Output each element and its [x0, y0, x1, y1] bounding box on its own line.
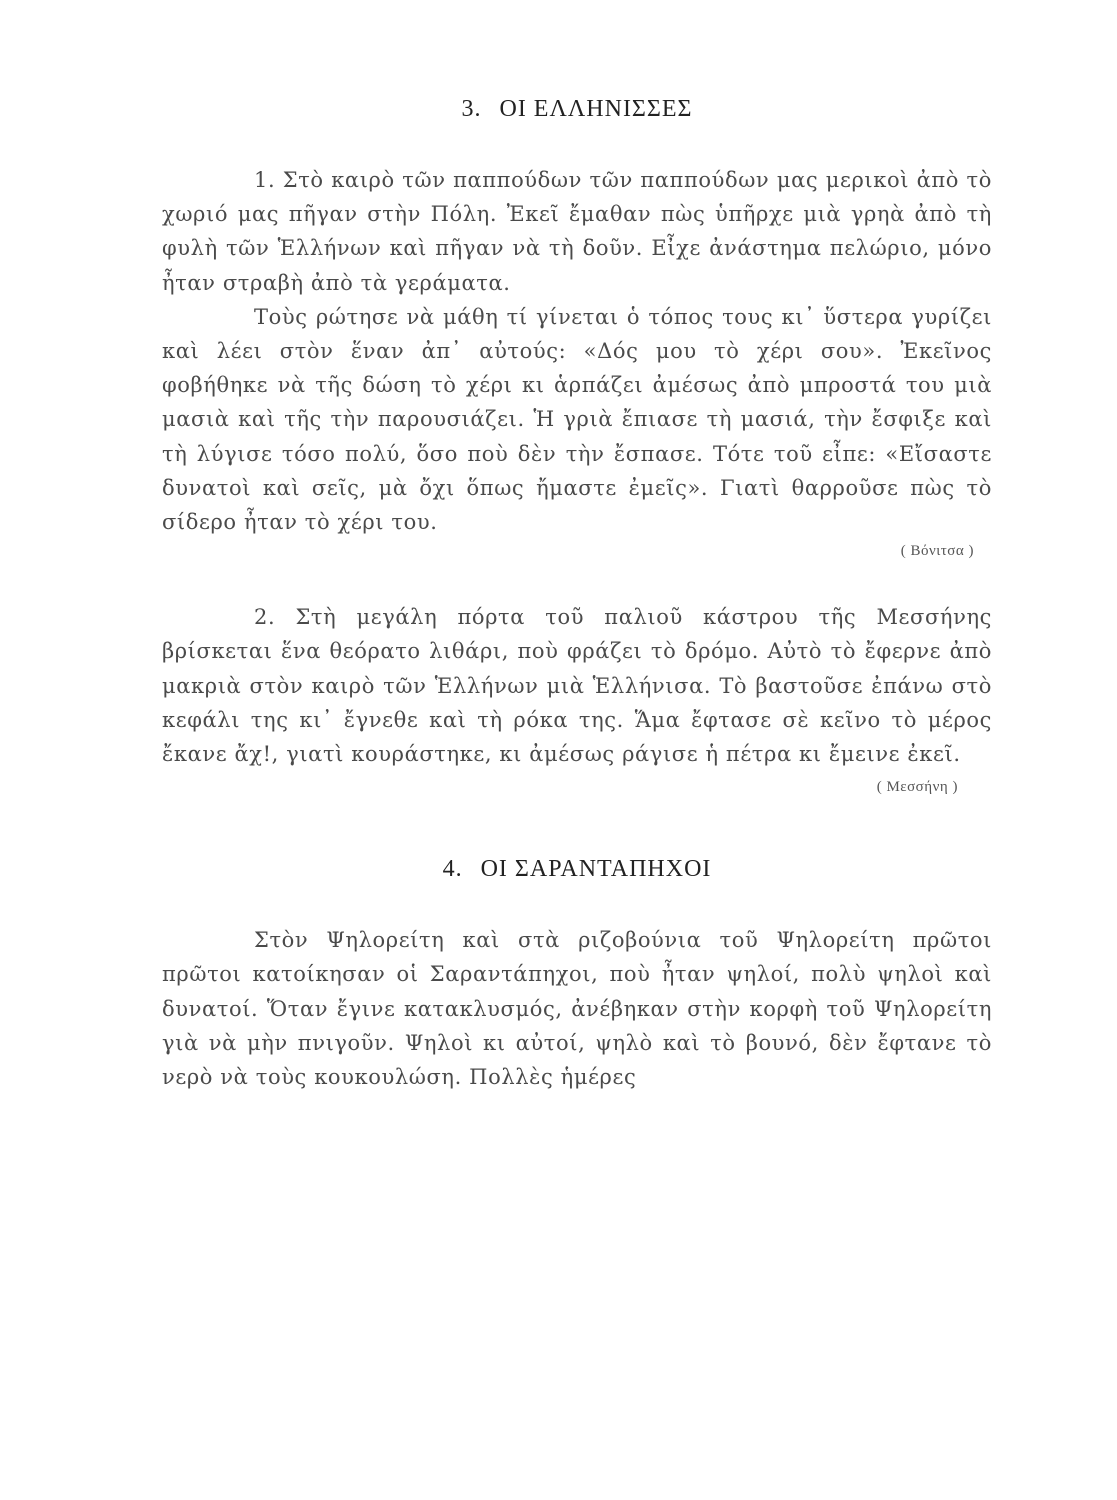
- section-title: ΟΙ ΕΛΛΗΝΙΣΣΕΣ: [499, 96, 693, 122]
- paragraph: 1. Στὸ καιρὸ τῶν παππούδων τῶν παππούδων μας μερικοὶ ἀπὸ τὸ χωριό μας πῆγαν στὴν Πόλη. Ἐκεῖ ἔμαθαν πὼς ὑπῆρχε μιὰ γρηὰ ἀπὸ τὴ φυλὴ τῶν Ἑλλήνων καὶ πῆγαν νὰ τὴ δοῦν. Εἶχε ἀνάστημα πελώριο, μόνο ἦταν στραβὴ ἀπὸ τὰ γεράματα.: [162, 168, 992, 295]
- section-number: 4.: [442, 856, 463, 883]
- source-location: ( Μεσσήνη ): [876, 779, 958, 796]
- section-title: ΟΙ ΣΑΡΑΝΤΑΠΗΧΟΙ: [480, 856, 712, 883]
- paragraph: Στὸν Ψηλορείτη καὶ στὰ ριζοβούνια τοῦ Ψηλορείτη πρῶτοι πρῶτοι κατοίκησαν οἱ Σαραντάπηχοι, ποὺ ἦταν ψηλοί, πολὺ ψηλοὶ καὶ δυνατοί. Ὅταν ἔγινε κατακλυσμός, ἀνέβηκαν στὴν κορφὴ τοῦ Ψηλορείτη γιὰ νὰ μὴν πνιγοῦν. Ψηλοὶ κι αὐτοί, ψηλὸ καὶ τὸ βουνό, δὲν ἔφτανε τὸ νερὸ νὰ τοὺς κουκουλώση. Πολλὲς ἡμέρες: [162, 928, 992, 1090]
- book-page: [162, 88, 992, 1094]
- source-location: ( Βόνιτσα ): [900, 543, 974, 560]
- paragraph: 2. Στὴ μεγάλη πόρτα τοῦ παλιοῦ κάστρου τῆς Μεσσήνης βρίσκεται ἕνα θεόρατο λιθάρι, ποὺ φράζει τὸ δρόμο. Αὐτὸ τὸ ἔφερνε ἀπὸ μακριὰ στὸν καιρὸ τῶν Ἑλλήνων μιὰ Ἑλλήνισα. Τὸ βαστοῦσε ἐπάνω στὸ κεφάλι της κι᾿ ἔγνεθε καὶ τὴ ρόκα της. Ἅμα ἔφτασε σὲ κεῖνο τὸ μέρος ἔκανε ἄχ!, γιατὶ κουράστηκε, κι ἀμέσως ράγισε ἡ πέτρα κι ἔμεινε ἐκεῖ.: [162, 605, 992, 767]
- section-number: 3.: [461, 96, 482, 122]
- section-heading-4: [162, 856, 992, 883]
- section-heading-3: [162, 96, 992, 123]
- paragraph: Τοὺς ρώτησε νὰ μάθη τί γίνεται ὁ τόπος τους κι᾿ ὕστερα γυρίζει καὶ λέει στὸν ἕναν ἀπ᾿ αὐτούς: «Δός μου τὸ χέρι σου». Ἐκεῖνος φοβήθηκε νὰ τῆς δώση τὸ χέρι κι ἁρπάζει ἀμέσως ἀπὸ μπροστά του μιὰ μασιὰ καὶ τῆς τὴν παρουσιάζει. Ἡ γριὰ ἔπιασε τὴ μασιά, τὴν ἔσφιξε καὶ τὴ λύγισε τόσο πολύ, ὅσο ποὺ δὲν τὴν ἔσπασε. Τότε τοῦ εἶπε: «Εἴσαστε δυνατοὶ καὶ σεῖς, μὰ ὄχι ὅπως ἤμαστε ἐμεῖς». Γιατὶ θαρροῦσε πὼς τὸ σίδερο ἦταν τὸ χέρι του.: [162, 304, 992, 535]
